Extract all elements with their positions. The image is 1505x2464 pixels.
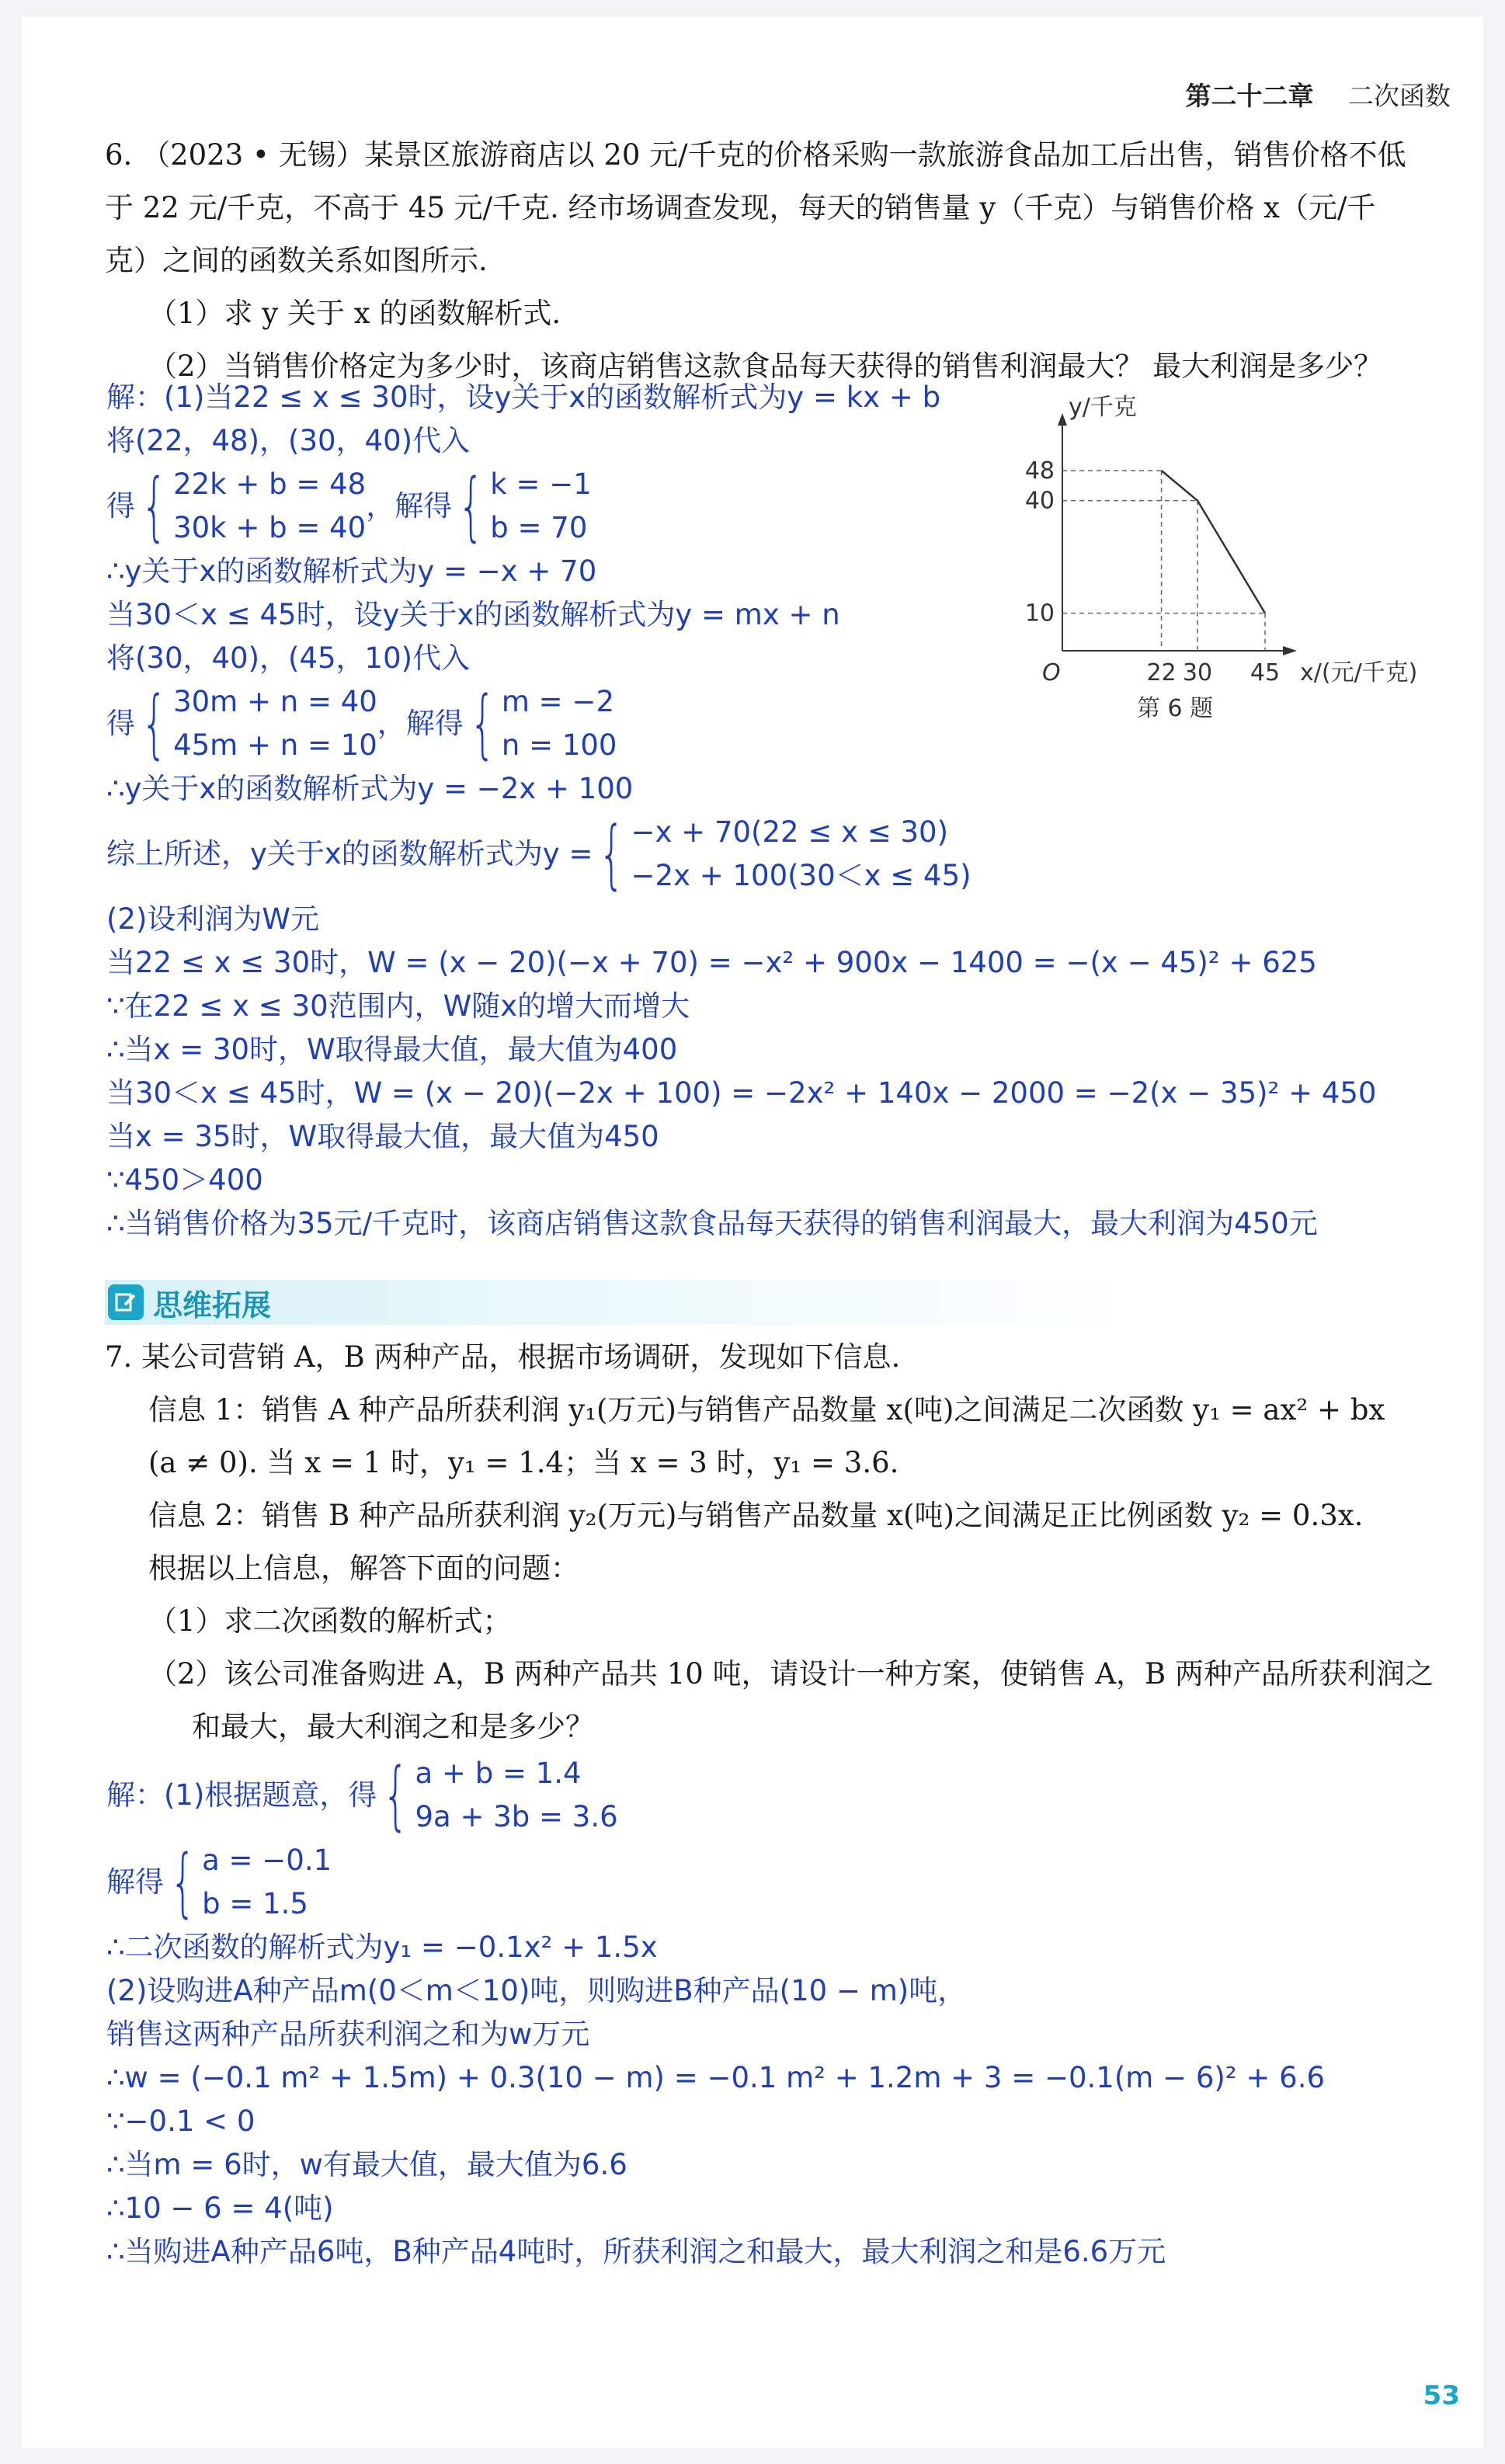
sol7-line: ∴当购进A种产品6吨，B种产品4吨时，所获利润之和最大，最大利润之和是6.6万元 xyxy=(106,2235,1166,2268)
sol6-line: 当22 ≤ x ≤ 30时，W = (x − 20)(−x + 70) = −x² + 900x − 1400 = −(x − 45)² + 625 xyxy=(106,946,1317,979)
x-tick-label: 30 xyxy=(1182,659,1213,686)
y-tick-label: 10 xyxy=(1024,599,1055,627)
question-6 xyxy=(105,129,1409,393)
sol7-line: ∴二次函数的解析式为y₁ = −0.1x² + 1.5x xyxy=(106,1931,658,1964)
q6-subquestion-2: （2）当销售价格定为多少时，该商店销售这款食品每天获得的销售利润最大？ 最大利润是多少？ xyxy=(148,349,1383,383)
solution-7 xyxy=(106,1752,1427,2274)
system-connector: ，解得 xyxy=(366,489,453,523)
sol7-line: (2)设购进A种产品m(0＜m＜10)吨，则购进B种产品(10 − m)吨， xyxy=(106,1974,967,2007)
sol6-piecewise xyxy=(106,811,1427,898)
equation: m = −2 xyxy=(501,685,614,718)
q6-line: 于 22 元/千克，不高于 45 元/千克. 经市场调查发现，每天的销售量 y（千克）与销售价格 x（元/千 xyxy=(105,191,1376,224)
sol6-line: ∵在22 ≤ x ≤ 30范围内，W随x的增大而增大 xyxy=(106,989,690,1023)
q6-line: 克）之间的函数关系如图所示. xyxy=(105,244,488,277)
q7-line: 信息 1：销售 A 种产品所获利润 y₁(万元)与销售产品数量 x(吨)之间满足二次函数 y₁ = ax² + bx xyxy=(148,1393,1385,1427)
equation: 45m + n = 10 xyxy=(173,728,377,762)
chart-caption: 第 6 题 xyxy=(1136,695,1214,721)
equation: −2x + 100(30＜x ≤ 45) xyxy=(631,859,971,892)
page-number: 53 xyxy=(1423,2380,1460,2411)
sol6-line: ∴当x = 30时，W取得最大值，最大值为400 xyxy=(106,1033,678,1066)
sol6-line: (2)设利润为W元 xyxy=(106,902,319,936)
chapter-title: 第二十二章 xyxy=(1185,81,1314,111)
x-axis-label: x/(元/千克) xyxy=(1300,659,1418,686)
equation: a = −0.1 xyxy=(202,1844,332,1877)
series-line xyxy=(1162,471,1265,613)
x-axis-arrow xyxy=(1283,646,1297,655)
q7-line: 7. 某公司营销 A，B 两种产品，根据市场调研，发现如下信息. xyxy=(105,1340,901,1374)
sol7-system-2 xyxy=(106,1839,1427,1926)
sol6-line: ∴当销售价格为35元/千克时，该商店销售这款食品每天获得的销售利润最大，最大利润为450元 xyxy=(106,1207,1318,1240)
y-tick-label: 48 xyxy=(1024,457,1055,485)
sol6-line: 将(22，48)，(30，40)代入 xyxy=(106,424,471,457)
sol7-line: ∴10 − 6 = 4(吨) xyxy=(106,2191,334,2225)
pencil-icon xyxy=(108,1284,144,1320)
brace-icon: { xyxy=(383,1752,409,1839)
brace-icon: { xyxy=(599,811,625,898)
q7-subquestion-2: （2）该公司准备购进 A，B 两种产品共 10 吨，请设计一种方案，使销售 A，B 两种产品所获利润之 xyxy=(148,1657,1434,1691)
sol6-line: ∴y关于x的函数解析式为y = −2x + 100 xyxy=(106,772,634,805)
sol6-line: ∴y关于x的函数解析式为y = −x + 70 xyxy=(106,554,597,588)
question-7 xyxy=(105,1331,1434,1753)
q6-subquestion-1: （1）求 y 关于 x 的函数解析式. xyxy=(148,297,561,330)
y-axis-label: y/千克 xyxy=(1069,394,1137,421)
brace-icon: { xyxy=(141,680,168,767)
system-prefix: 解得 xyxy=(106,1865,164,1899)
system-prefix: 解：(1)根据题意，得 xyxy=(106,1778,377,1812)
brace-icon: { xyxy=(457,463,485,550)
sol6-line: 当30＜x ≤ 45时，设y关于x的函数解析式为y = mx + n xyxy=(106,598,840,631)
sol6-line: 当30＜x ≤ 45时，W = (x − 20)(−2x + 100) = −2x² + 140x − 2000 = −2(x − 35)² + 450 xyxy=(106,1076,1377,1110)
sol7-system-1 xyxy=(106,1752,1427,1839)
sol6-line: 解：(1)当22 ≤ x ≤ 30时，设y关于x的函数解析式为y = kx + b xyxy=(106,381,941,414)
chapter-header xyxy=(1186,76,1451,113)
system-connector: ，解得 xyxy=(377,707,464,740)
sol6-line: 当x = 35时，W取得最大值，最大值为450 xyxy=(106,1120,659,1153)
equation: n = 100 xyxy=(501,728,617,762)
equation: −x + 70(22 ≤ x ≤ 30) xyxy=(631,815,949,849)
q7-line: 信息 2：销售 B 种产品所获利润 y₂(万元)与销售产品数量 x(吨)之间满足正比例函数 y₂ = 0.3x. xyxy=(148,1499,1364,1532)
y-axis-arrow xyxy=(1058,413,1067,426)
system-prefix: 得 xyxy=(106,489,135,523)
brace-icon: { xyxy=(141,463,168,550)
q6-chart xyxy=(1010,394,1444,721)
q7-subquestion-1: （1）求二次函数的解析式； xyxy=(148,1604,512,1638)
chapter-topic: 二次函数 xyxy=(1348,81,1451,111)
section-banner xyxy=(105,1280,1456,1325)
piecewise-prefix: 综上所述，y关于x的函数解析式为y = xyxy=(106,837,593,871)
equation: 30m + n = 40 xyxy=(173,685,377,718)
x-tick-label: 22 xyxy=(1146,659,1177,686)
x-tick-label: 45 xyxy=(1250,659,1281,686)
equation: b = 70 xyxy=(490,511,588,544)
sol7-line: 销售这两种产品所获利润之和为w万元 xyxy=(106,2017,590,2051)
equation: k = −1 xyxy=(490,467,592,501)
q7-line: 和最大，最大利润之和是多少？ xyxy=(192,1710,594,1743)
equation: b = 1.5 xyxy=(202,1887,308,1920)
sol7-line: ∵−0.1 < 0 xyxy=(106,2104,255,2138)
q7-line: 根据以上信息，解答下面的问题： xyxy=(148,1552,579,1585)
section-title: 思维拓展 xyxy=(153,1288,272,1322)
brace-icon: { xyxy=(469,680,496,767)
sol6-line: ∵450＞400 xyxy=(106,1163,263,1197)
system-prefix: 得 xyxy=(106,707,135,740)
equation: 22k + b = 48 xyxy=(173,467,367,501)
equation: 9a + 3b = 3.6 xyxy=(415,1800,618,1833)
equation: 30k + b = 40 xyxy=(173,511,367,544)
sol7-line: ∴当m = 6时，w有最大值，最大值为6.6 xyxy=(106,2148,627,2181)
q6-line: 6. （2023 • 无锡）某景区旅游商店以 20 元/千克的价格采购一款旅游食品加工后出售，销售价格不低 xyxy=(105,138,1406,172)
origin-label: O xyxy=(1042,659,1061,686)
sol7-line: ∴w = (−0.1 m² + 1.5m) + 0.3(10 − m) = −0.1 m² + 1.2m + 3 = −0.1(m − 6)² + 6.6 xyxy=(106,2061,1325,2094)
q7-line: (a ≠ 0). 当 x = 1 时，y₁ = 1.4；当 x = 3 时，y₁ = 3.6. xyxy=(148,1446,899,1479)
brace-icon: { xyxy=(169,1839,196,1926)
y-tick-label: 40 xyxy=(1024,487,1055,515)
equation: a + b = 1.4 xyxy=(415,1757,582,1790)
sol6-line: 将(30，40)，(45，10)代入 xyxy=(106,641,471,675)
